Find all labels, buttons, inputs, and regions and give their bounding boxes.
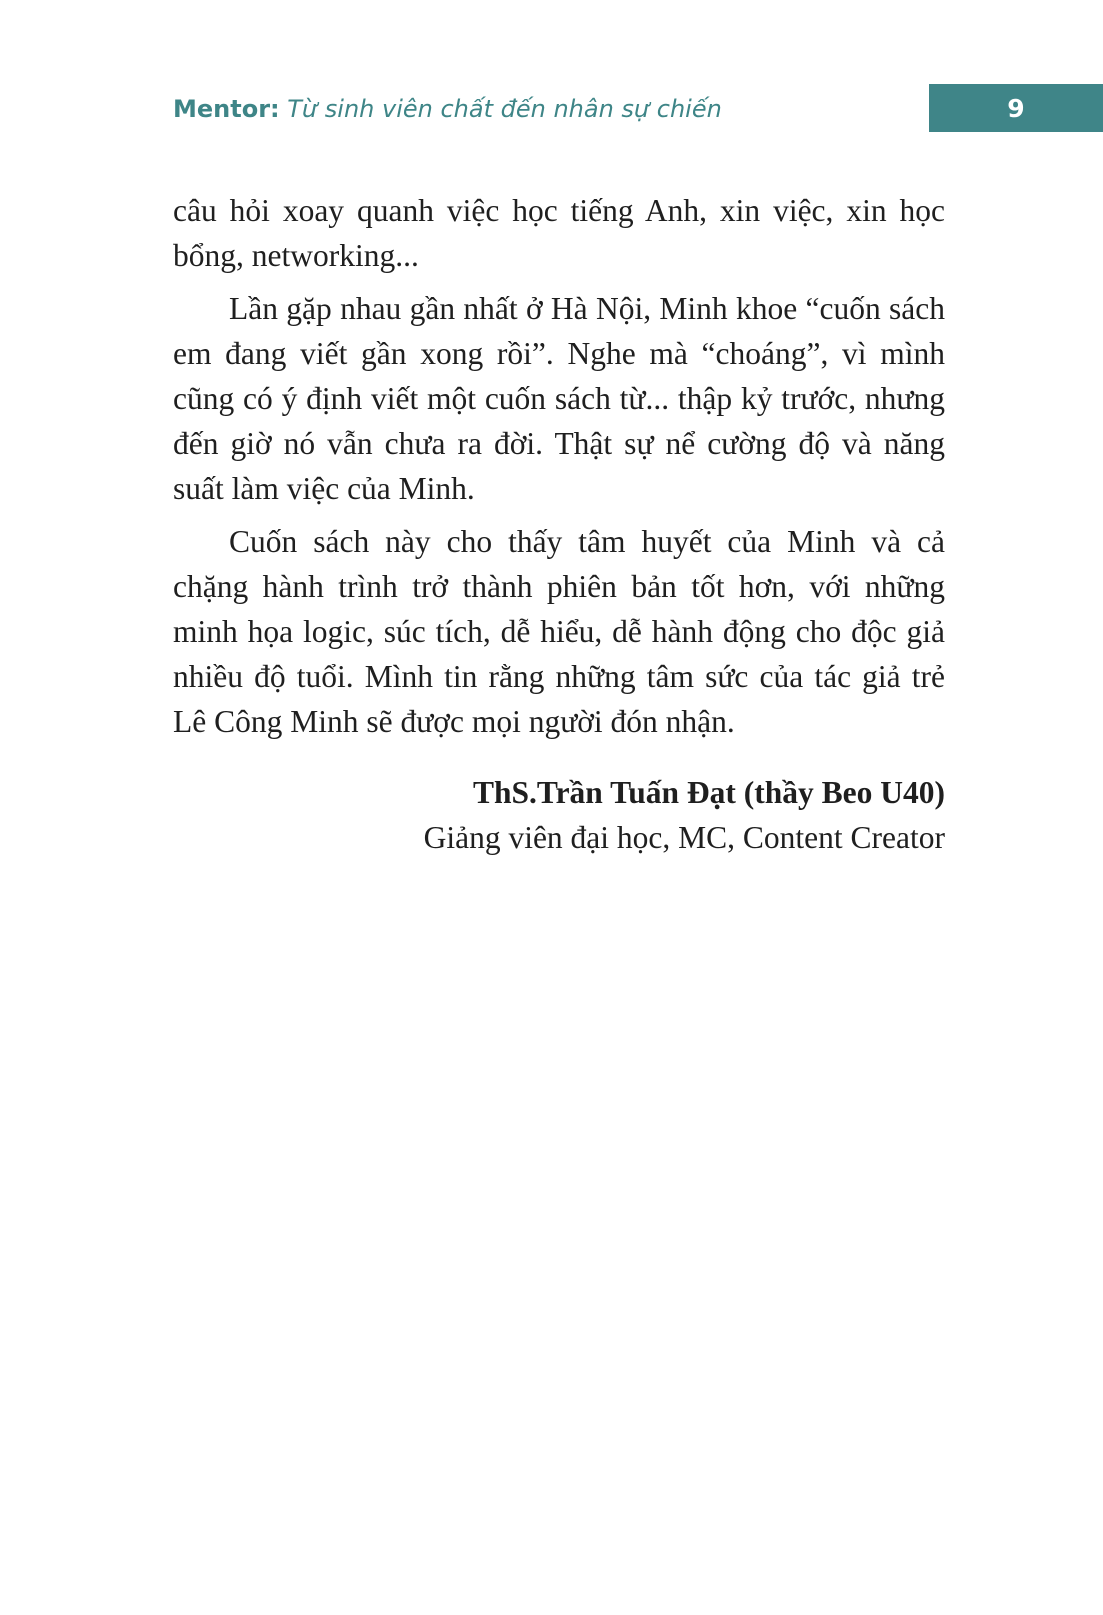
book-subtitle: Từ sinh viên chất đến nhân sự chiến	[279, 95, 722, 123]
page-number-tab	[929, 84, 1103, 132]
signature-block	[424, 770, 945, 860]
running-header	[173, 95, 722, 123]
body-text	[173, 188, 945, 752]
paragraph-continued: câu hỏi xoay quanh việc học tiếng Anh, xin việc, xin học bổng, networking...	[173, 193, 945, 273]
book-title: Mentor:	[173, 95, 280, 123]
page-number: 9	[1007, 93, 1025, 123]
paragraph: Lần gặp nhau gần nhất ở Hà Nội, Minh khoe “cuốn sách em đang viết gần xong rồi”. Nghe mà “choáng”, vì mình cũng có ý định viết một cuốn sách từ... thập kỷ trước, nhưng đến giờ nó vẫn chưa ra đời. Thật sự nể cường độ và năng suất làm việc của Minh.	[173, 291, 945, 506]
paragraph: Cuốn sách này cho thấy tâm huyết của Minh và cả chặng hành trình trở thành phiên bản tốt hơn, với những minh họa logic, súc tích, dễ hiểu, dễ hành động cho độc giả nhiều độ tuổi. Mình tin rằng những tâm sức của tác giả trẻ Lê Công Minh sẽ được mọi người đón nhận.	[173, 524, 945, 739]
author-name: ThS.Trần Tuấn Đạt (thầy Beo U40)	[472, 775, 945, 810]
author-title: Giảng viên đại học, MC, Content Creator	[423, 820, 945, 855]
